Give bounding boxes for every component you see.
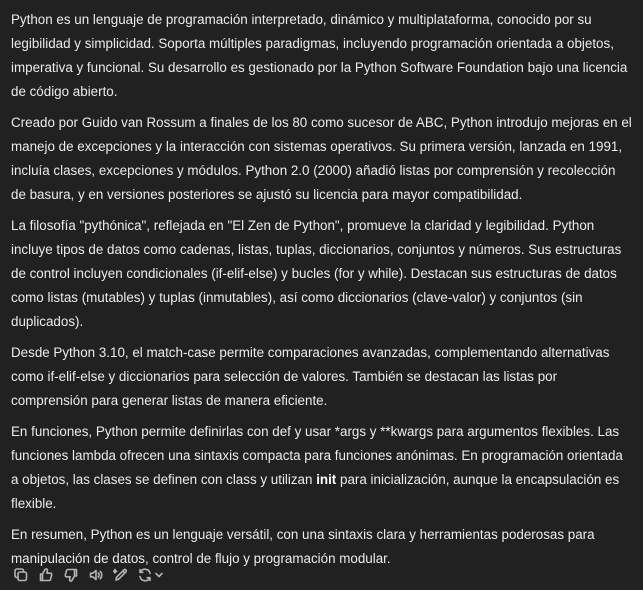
copy-icon <box>13 567 29 583</box>
message-paragraph-2: Creado por Guido van Rossum a finales de los 80 como sucesor de ABC, Python introdujo mejoras en el manejo de excepciones y la interacción con sistemas operativos. Su primera versión, lanzada en 1991, incluía clases, excepciones y módulos. Python 2.0 (2000) añadió listas por comprensión y recolección de basura, y en versiones posteriores se ajustó su licencia para mayor compatibilidad. <box>11 115 632 202</box>
edit-canvas-button[interactable] <box>108 562 133 588</box>
speaker-icon <box>88 567 104 583</box>
regenerate-icon <box>137 567 153 583</box>
message-action-bar <box>8 562 167 588</box>
edit-pencil-icon <box>113 567 129 583</box>
regenerate-button[interactable] <box>133 562 167 588</box>
assistant-message <box>11 8 633 578</box>
message-paragraph-1: Python es un lenguaje de programación interpretado, dinámico y multiplataforma, conocido por su legibilidad y simplicidad. Soporta múltiples paradigmas, incluyendo programación orientada a objetos, imperativa y funcional. Su desarrollo es gestionado por la Python Software Foundation bajo una licencia de código abierto. <box>11 12 628 99</box>
bad-response-button[interactable] <box>58 562 83 588</box>
message-paragraph-3: La filosofía "pythónica", reflejada en "El Zen de Python", promueve la claridad y legibilidad. Python incluye tipos de datos como cadenas, listas, tuplas, diccionarios, conjuntos y números. Sus estructuras de control incluyen condicionales (if-elif-else) y bucles (for y while). Destacan sus estructuras de datos como listas (mutables) y tuplas (inmutables), así como diccionarios (clave-valor) y conjuntos (sin duplicados). <box>11 218 622 329</box>
message-paragraph-4: Desde Python 3.10, el match-case permite comparaciones avanzadas, complementando alternativas como if-elif-else y diccionarios para selección de valores. También se destacan las listas por comprensión para generar listas de manera eficiente. <box>11 345 610 408</box>
paragraph-5-text-b: para inicialización, aunque la encapsulación es flexible. <box>11 472 620 511</box>
copy-button[interactable] <box>8 562 33 588</box>
message-paragraph-6: En resumen, Python es un lenguaje versátil, con una sintaxis clara y herramientas poderosas para manipulación de datos, control de flujo y programación modular. <box>11 527 595 566</box>
good-response-button[interactable] <box>33 562 58 588</box>
init-bold-text: init <box>316 472 337 487</box>
thumbs-up-icon <box>38 567 54 583</box>
chevron-down-icon <box>154 570 164 580</box>
thumbs-down-icon <box>63 567 79 583</box>
read-aloud-button[interactable] <box>83 562 108 588</box>
message-paragraph-5 <box>11 420 633 516</box>
paragraph-5-text-a: En funciones, Python permite definirlas con def y usar *args y **kwargs para argumentos flexibles. Las funciones lambda ofrecen una sintaxis compacta para funciones anónimas. En programación orientada a objetos, las clases se definen con class y utilizan <box>11 424 623 487</box>
